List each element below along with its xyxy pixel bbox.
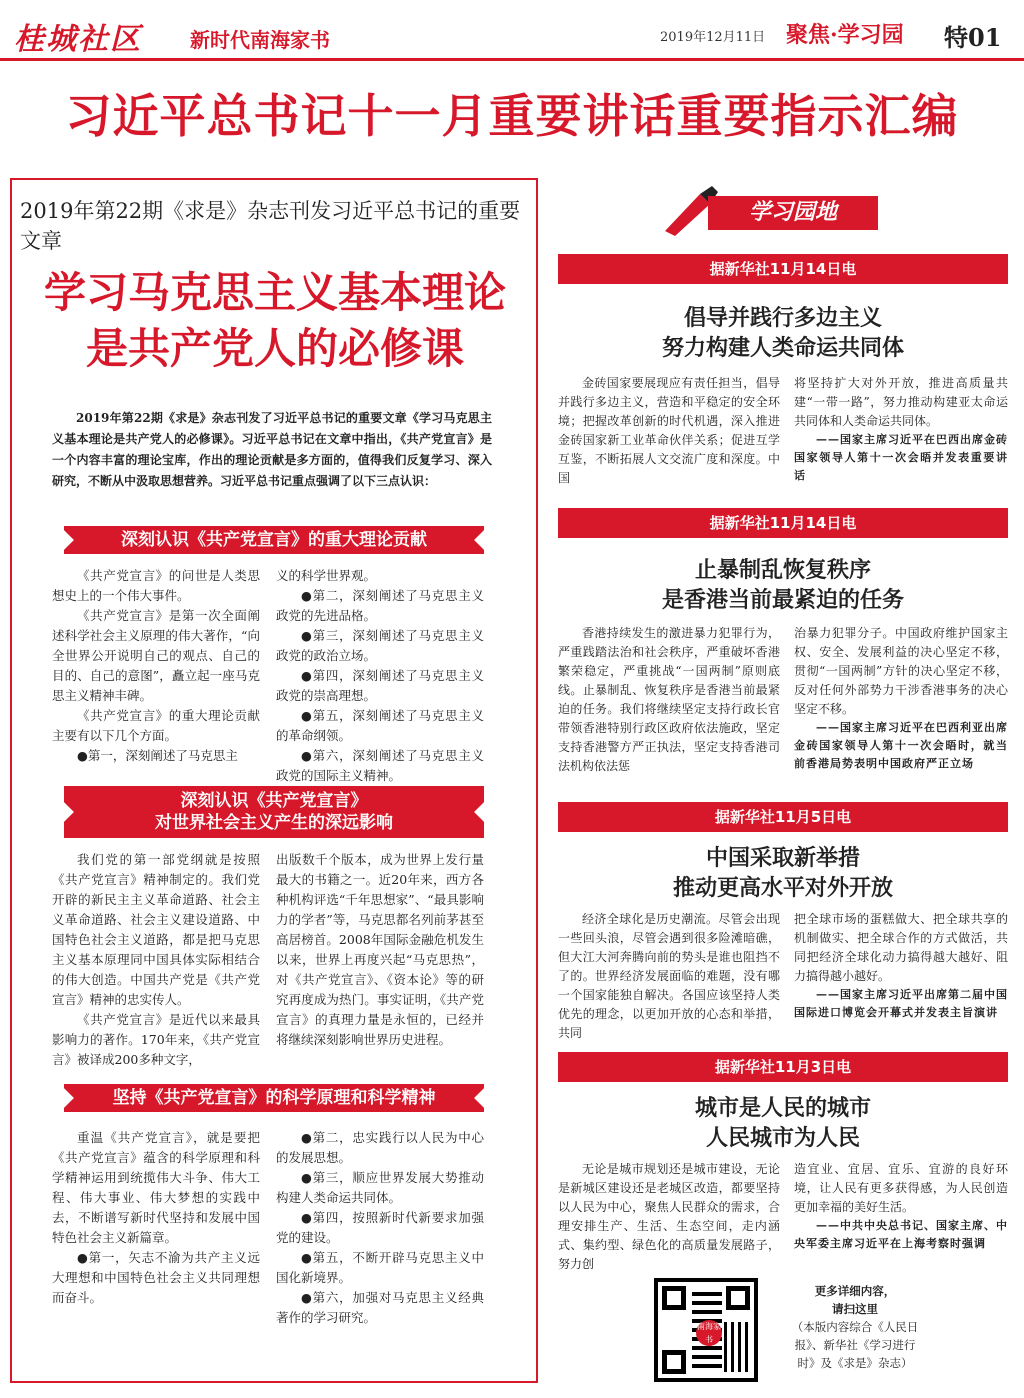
- banner-line-1: 深刻认识《共产党宣言》: [180, 791, 368, 811]
- section-3-col-1: [52, 1128, 260, 1308]
- news-banner-1: 据新华社11月14日电: [558, 254, 1008, 284]
- title-line: 城市是人民的城市: [694, 1096, 871, 1121]
- qr-badge: 南海家书: [697, 1322, 721, 1344]
- title-line: 倡导并践行多边主义: [683, 306, 882, 331]
- section-1-col-1: [52, 566, 260, 766]
- title-line: 是香港当前最紧迫的任务: [661, 588, 904, 613]
- news-1-col-2: [794, 374, 1008, 485]
- news-banner-4: 据新华社11月3日电: [558, 1052, 1008, 1082]
- paragraph: 把全球市场的蛋糕做大、把全球共享的机制做实、把全球合作的方式做活，共同把经济全球化动力搞得越大越好、阻力搞得越小越好。: [794, 912, 1008, 983]
- paragraph: ●第三，深刻阐述了马克思主义政党的政治立场。: [276, 628, 484, 663]
- news-banner-2: 据新华社11月14日电: [558, 508, 1008, 538]
- news-2-col-2: [794, 624, 1008, 773]
- page-title: 习近平总书记十一月重要讲话重要指示汇编: [65, 89, 959, 143]
- section-banner-2: [64, 786, 484, 838]
- section-name: 聚焦·学习园: [786, 22, 904, 48]
- paragraph: 造宜业、宜居、宜乐、宜游的良好环境，让人民有更多获得感，为人民创造更加幸福的美好生活。: [794, 1162, 1008, 1214]
- issue-date: 2019年12月11日: [660, 30, 766, 45]
- paragraph: 《共产党宣言》是第一次全面阐述科学社会主义原理的伟大著作，“向全世界公开说明自己的观点、自己的目的、自己的意图”，矗立起一座马克思主义精神丰碑。: [52, 608, 260, 703]
- paragraph: 将坚持扩大对外开放，推进高质量共建“一带一路”，努力推动构建亚太命运共同体和人类命运共同体。: [794, 376, 1008, 428]
- news-3-col-1: [558, 910, 780, 1043]
- headline-line-1: 学习马克思主义基本理论: [43, 268, 506, 317]
- news-3-col-2: [794, 910, 1008, 1022]
- content-source: （本版内容综合《人民日报》、新华社《学习进行时》及《求是》杂志）: [791, 1320, 919, 1370]
- article-headline: [20, 265, 530, 377]
- paragraph: ●第一，深刻阐述了马克思主: [77, 748, 238, 763]
- paragraph: 《共产党宣言》的重大理论贡献主要有以下几个方面。: [52, 708, 260, 743]
- paragraph: ●第四，深刻阐述了马克思主义政党的崇高理想。: [276, 668, 484, 703]
- article-lead: 2019年第22期《求是》杂志刊发习近平总书记的重要文章: [20, 199, 521, 253]
- section-1-col-2: [276, 566, 484, 786]
- section-banner-3: 坚持《共产党宣言》的科学原理和科学精神: [64, 1084, 484, 1112]
- paragraph: ●第五，不断开辟马克思主义中国化新境界。: [276, 1250, 484, 1285]
- paragraph: 义的科学世界观。: [276, 568, 377, 583]
- qr-code[interactable]: [654, 1278, 758, 1382]
- section-3-col-2: [276, 1128, 484, 1328]
- article-intro: 2019年第22期《求是》杂志刊发了习近平总书记的重要文章《学习马克思主义基本理论是共产党人的必修课》。习近平总书记在文章中指出，《共产党宣言》是一个内容丰富的理论宝库，作出的理论贡献是多方面的，值得我们反复学习、深入研究，不断从中汲取思想营养。习近平总书记重点强调了以下三点认识：: [52, 411, 492, 488]
- paragraph: 治暴力犯罪分子。中国政府维护国家主权、安全、发展利益的决心坚定不移，贯彻“一国两制”方针的决心坚定不移，反对任何外部势力干涉香港事务的决心坚定不移。: [794, 626, 1008, 716]
- title-line: 推动更高水平对外开放: [672, 876, 893, 901]
- title-line: 努力构建人类命运共同体: [661, 336, 904, 361]
- paragraph: 无论是城市规划还是城市建设，无论是新城区建设还是老城区改造，都要坚持以人民为中心，聚焦人民群众的需求，合理安排生产、生活、生态空间，走内涵式、集约型、绿色化的高质量发展路子，努力创: [558, 1162, 780, 1271]
- paragraph: 《共产党宣言》的问世是人类思想史上的一个伟大事件。: [52, 568, 260, 603]
- brand-subtitle: 新时代南海家书: [190, 28, 330, 52]
- paragraph: ●第四，按照新时代新要求加强党的建设。: [276, 1210, 484, 1245]
- news-banner-3: 据新华社11月5日电: [558, 802, 1008, 832]
- news-title-3: [558, 844, 1008, 904]
- paragraph: 出版数千个版本，成为世界上发行量最大的书籍之一。近20年来，西方各种机构评选“千年思想家”、“最具影响力的学者”等，马克思都名列前茅甚至高居榜首。2008年国际金融危机发生以来，世界上再度兴起“马克思热”，对《共产党宣言》、《资本论》等的研究再度成为热门。事实证明，《共产党宣言》的真理力量是永恒的，已经并将继续深刻影响世界历史进程。: [276, 852, 484, 1047]
- news-title-2: [558, 556, 1008, 616]
- news-1-col-1: [558, 374, 780, 488]
- paragraph: 经济全球化是历史潮流。尽管会出现一些回头浪，尽管会遇到很多险滩暗礁，但大江大河奔腾向前的势头是谁也阻挡不了的。世界经济发展面临的难题，没有哪一个国家能独自解决。各国应该坚持人类优先的理念，以更加开放的心态和举措，共同: [558, 912, 780, 1040]
- qr-caption: [790, 1282, 920, 1372]
- news-title-1: [558, 304, 1008, 364]
- speech-attribution: ——国家主席习近平在巴西利亚出席金砖国家领导人第十一次会晤时，就当前香港局势表明中国政府严正立场: [794, 721, 1008, 770]
- paragraph: ●第三，顺应世界发展大势推动构建人类命运共同体。: [276, 1170, 484, 1205]
- qr-caption-line: 更多详细内容，: [814, 1284, 896, 1298]
- speech-attribution: ——中共中央总书记、国家主席、中央军委主席习近平在上海考察时强调: [794, 1219, 1008, 1250]
- paragraph: 重温《共产党宣言》，就是要把《共产党宣言》蕴含的科学原理和科学精神运用到统揽伟大斗争、伟大工程、伟大事业、伟大梦想的实践中去，不断谱写新时代坚持和发展中国特色社会主义新篇章。: [52, 1130, 260, 1245]
- header-divider: [0, 58, 1024, 61]
- paragraph: ●第五，深刻阐述了马克思主义的革命纲领。: [276, 708, 484, 743]
- news-2-col-1: [558, 624, 780, 776]
- title-line: 中国采取新举措: [705, 846, 860, 871]
- paragraph: 金砖国家要展现应有责任担当，倡导并践行多边主义，营造和平稳定的安全环境；把握改革创新的时代机遇，深入推进金砖国家新工业革命伙伴关系；促进互学互鉴，不断拓展人文交流广度和深度。中国: [558, 376, 780, 485]
- brand-logo: 桂城社区: [14, 22, 142, 57]
- title-line: 人民城市为人民: [705, 1126, 860, 1151]
- logo-text: 学习园地: [708, 196, 878, 230]
- news-4-col-1: [558, 1160, 780, 1274]
- news-title-4: [558, 1094, 1008, 1154]
- speech-attribution: ——国家主席习近平在巴西出席金砖国家领导人第十一次会晤并发表重要讲话: [794, 433, 1008, 482]
- paragraph: ●第二，深刻阐述了马克思主义政党的先进品格。: [276, 588, 484, 623]
- paragraph: ●第六，深刻阐述了马克思主义政党的国际主义精神。: [276, 748, 484, 783]
- banner-line-2: 对世界社会主义产生的深远影响: [155, 813, 393, 833]
- section-2-col-2: [276, 850, 484, 1050]
- paragraph: ●第一，矢志不渝为共产主义远大理想和中国特色社会主义共同理想而奋斗。: [52, 1250, 260, 1305]
- section-banner-1: 深刻认识《共产党宣言》的重大理论贡献: [64, 526, 484, 554]
- news-4-col-2: [794, 1160, 1008, 1253]
- paragraph: ●第六，加强对马克思主义经典著作的学习研究。: [276, 1290, 484, 1325]
- paragraph: 我们党的第一部党纲就是按照《共产党宣言》精神制定的。我们党开辟的新民主主义革命道路、社会主义革命道路、社会主义建设道路、中国特色社会主义道路，都是把马克思主义基本原理同中国具体实际相结合的伟大创造。中国共产党是《共产党宣言》精神的忠实传人。: [52, 852, 260, 1007]
- paragraph: ●第二，忠实践行以人民为中心的发展思想。: [276, 1130, 484, 1165]
- title-line: 止暴制乱恢复秩序: [694, 558, 871, 583]
- speech-attribution: ——国家主席习近平出席第二届中国国际进口博览会开幕式并发表主旨演讲: [794, 988, 1008, 1019]
- study-garden-logo: [660, 186, 880, 236]
- paragraph: 《共产党宣言》是近代以来最具影响力的著作。170年来，《共产党宣言》被译成200多种文字，: [52, 1012, 260, 1067]
- headline-line-2: 是共产党人的必修课: [85, 324, 464, 373]
- qr-caption-line: 请扫这里: [832, 1302, 878, 1316]
- section-2-col-1: [52, 850, 260, 1070]
- paragraph: 香港持续发生的激进暴力犯罪行为，严重践踏法治和社会秩序，严重破坏香港繁荣稳定，严重挑战“一国两制”原则底线。止暴制乱、恢复秩序是香港当前最紧迫的任务。我们将继续坚定支持行政长官带领香港特别行政区政府依法施政，坚定支持香港警方严正执法，坚定支持香港司法机构依法惩: [558, 626, 780, 773]
- page-number: 特01: [944, 23, 1002, 52]
